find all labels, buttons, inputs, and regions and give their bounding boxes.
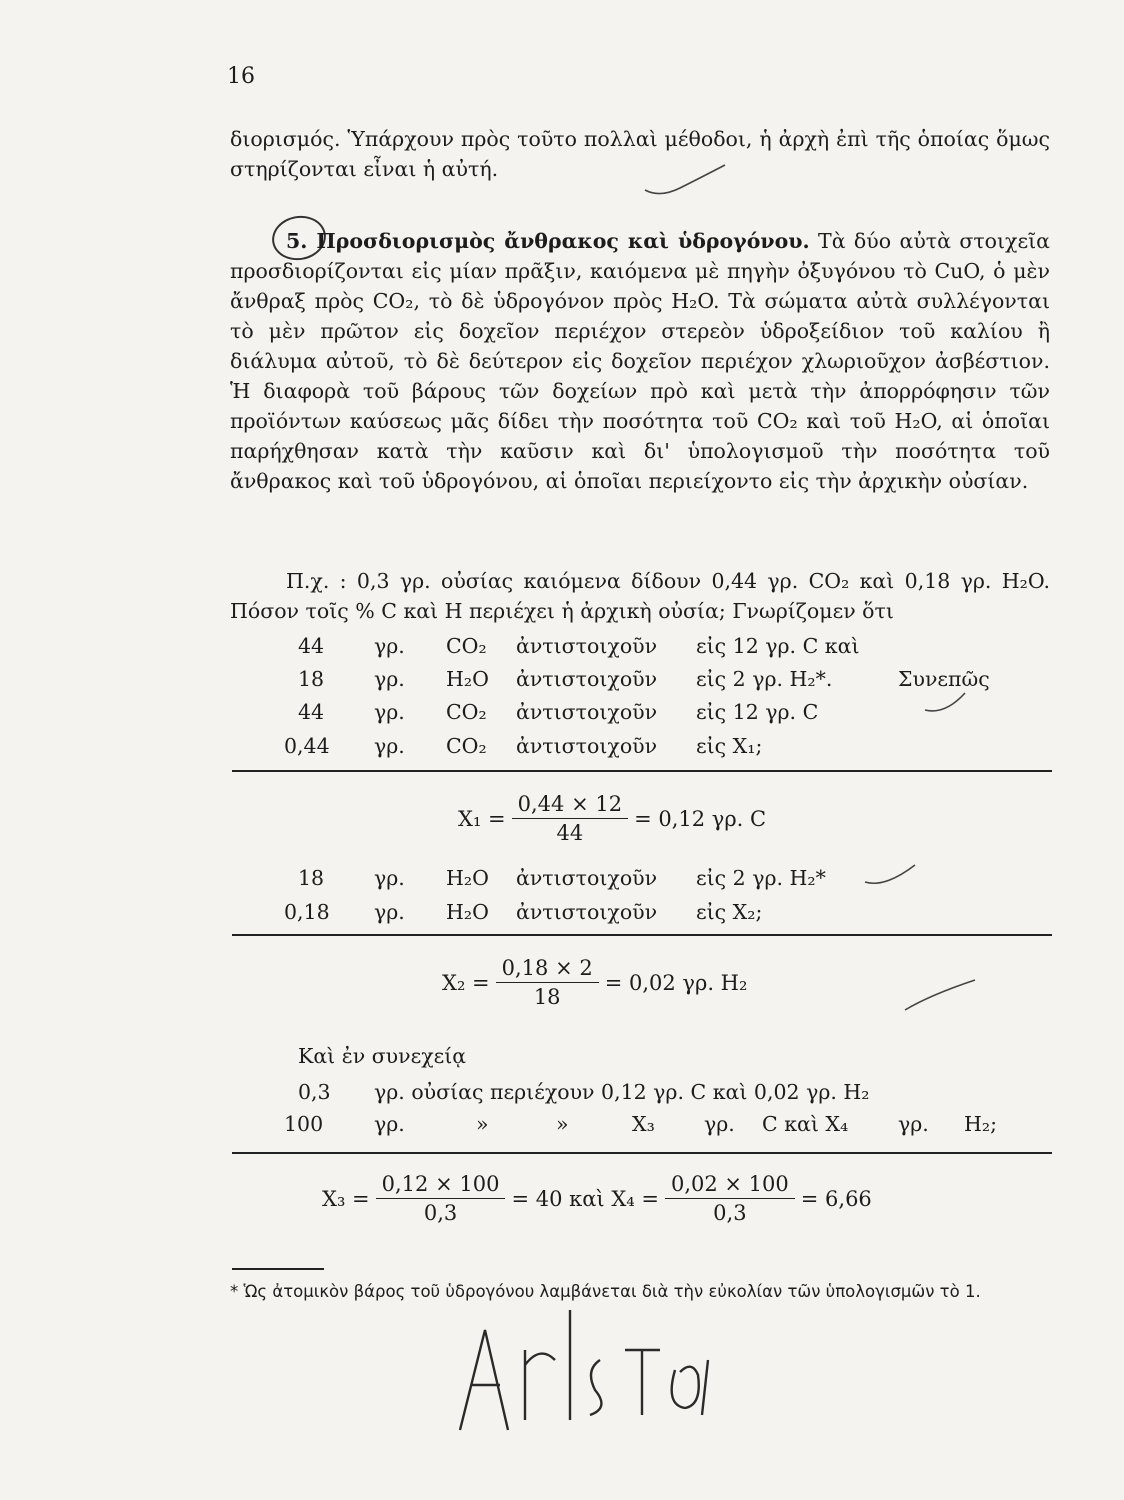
substance: CO₂ — [446, 634, 487, 658]
eq-rhs: = 6,66 — [800, 1186, 872, 1211]
result: εἰς X₁; — [696, 734, 763, 758]
divider-rule — [232, 934, 1052, 936]
amount: 18 — [298, 667, 325, 691]
verb: ἀντιστοιχοῦν — [516, 700, 658, 724]
fraction — [376, 1172, 506, 1225]
fraction — [512, 792, 628, 845]
denominator: 0,3 — [423, 1201, 458, 1225]
section-paragraph — [230, 226, 1050, 496]
result: εἰς 12 γρ. C — [696, 700, 819, 724]
pencil-tick-mark — [900, 975, 980, 1015]
substance: H₂O — [446, 866, 489, 890]
eq-lhs: X₁ = — [458, 806, 506, 831]
row-text: γρ. οὐσίας περιέχουν 0,12 γρ. C καὶ 0,02 γρ. H₂ — [374, 1080, 870, 1104]
result: εἰς 2 γρ. H₂*. — [696, 667, 833, 691]
fraction — [496, 956, 599, 1009]
unit: γρ. — [374, 634, 405, 658]
substance: H₂O — [446, 667, 489, 691]
eq-rhs: = 0,12 γρ. C — [634, 806, 767, 831]
numerator: 0,02 × 100 — [665, 1172, 795, 1199]
unit: γρ. — [374, 866, 405, 890]
denominator: 18 — [533, 985, 561, 1009]
page-number: 16 — [227, 64, 255, 89]
verb: ἀντιστοιχοῦν — [516, 866, 658, 890]
equation-x2 — [442, 956, 747, 1009]
eq-mid: = 40 καὶ X₄ = — [511, 1186, 659, 1211]
unit: γρ. — [374, 1112, 405, 1136]
consequently-word: Συνεπῶς — [898, 667, 990, 691]
denominator: 0,3 — [713, 1201, 747, 1225]
unit: γρ. — [374, 734, 405, 758]
unit: γρ. — [374, 667, 405, 691]
denominator: 44 — [556, 821, 584, 845]
amount: 0,3 — [298, 1080, 331, 1104]
substance: CO₂ — [446, 700, 487, 724]
numerator: 0,18 × 2 — [496, 956, 599, 983]
pencil-tick-mark — [920, 690, 970, 715]
unit: γρ. — [704, 1112, 735, 1136]
unknown: X₃ — [632, 1112, 655, 1136]
section-heading: 5. Προσδιορισμὸς ἄνθρακος καὶ ὑδρογόνου. — [286, 229, 810, 253]
footnote: * Ὡς ἀτομικὸν βάρος τοῦ ὑδρογόνου λαμβάνεται διὰ τὴν εὐκολίαν τῶν ὑπολογισμῶν τὸ 1. — [230, 1282, 981, 1301]
divider-rule — [232, 1152, 1052, 1154]
eq-lhs: X₂ = — [442, 970, 490, 995]
unit: γρ. — [374, 900, 405, 924]
pencil-tick-mark — [860, 860, 920, 890]
verb: ἀντιστοιχοῦν — [516, 734, 658, 758]
handwritten-grade-signature — [430, 1290, 720, 1440]
result: εἰς 12 γρ. C καὶ — [696, 634, 860, 658]
result: εἰς X₂; — [696, 900, 763, 924]
amount: 0,44 — [284, 734, 330, 758]
pencil-tick-mark — [640, 160, 730, 200]
verb: ἀντιστοιχοῦν — [516, 900, 658, 924]
amount: 100 — [284, 1112, 324, 1136]
fraction — [665, 1172, 795, 1225]
equation-x3-x4 — [322, 1172, 872, 1225]
section-text: Τὰ δύο αὐτὰ στοιχεῖα προσδιορίζονται εἰς μίαν πρᾶξιν, καιόμενα μὲ πηγὴν ὀξυγόνου τὸ CuO, ὁ μὲν ἄνθραξ πρὸς CO₂, τὸ δὲ ὑδρογόνον πρὸς H₂O. Τὰ σώματα αὐτὰ συλλέγονται τὸ μὲν πρῶτον εἰς δοχεῖον περιέχον στερεὸν ὑδροξείδιον τοῦ καλίου ἢ διάλυμα αὐτοῦ, τὸ δὲ δεύτερον εἰς δοχεῖον περιέχον χλωριοῦχον ἀσβέστιον. Ἡ διαφορὰ τοῦ βάρους τῶν δοχείων πρὸ καὶ μετὰ τὴν ἀπορρόφησιν τῶν προϊόντων καύσεως μᾶς δίδει τὴν ποσότητα τοῦ CO₂ καὶ τοῦ H₂O, αἱ ὁποῖαι παρήχθησαν κατὰ τὴν καῦσιν καὶ δι' ὑπολογισμοῦ τὴν ποσότητα τοῦ ἄνθρακος καὶ τοῦ ὑδρογόνου, αἱ ὁποῖαι περιείχοντο εἰς τὴν ἀρχικὴν οὐσίαν. — [230, 229, 1050, 493]
verb: ἀντιστοιχοῦν — [516, 634, 658, 658]
example-paragraph: Π.χ. : 0,3 γρ. οὐσίας καιόμενα δίδουν 0,44 γρ. CO₂ καὶ 0,18 γρ. H₂O. Πόσον τοῖς % C καὶ H περιέχει ἡ ἀρχικὴ οὐσία; Γνωρίζομεν ὅτι — [230, 569, 1050, 623]
footnote-rule — [232, 1268, 324, 1270]
ditto-mark: » — [476, 1112, 489, 1136]
amount: 0,18 — [284, 900, 330, 924]
ditto-mark: » — [556, 1112, 569, 1136]
numerator: 0,12 × 100 — [376, 1172, 506, 1199]
row-text: C καὶ X₄ — [762, 1112, 849, 1136]
intro-paragraph: διορισμός. Ὑπάρχουν πρὸς τοῦτο πολλαὶ μέθοδοι, ἡ ἀρχὴ ἐπὶ τῆς ὁποίας ὅμως στηρίζονται εἶναι ἡ αὐτή. — [230, 127, 1050, 181]
eq-rhs: = 0,02 γρ. H₂ — [604, 970, 748, 995]
amount: 18 — [298, 866, 325, 890]
equation-x1 — [458, 792, 766, 845]
numerator: 0,44 × 12 — [512, 792, 628, 819]
substance: H₂O — [446, 900, 489, 924]
continued-phrase: Καὶ ἐν συνεχείᾳ — [298, 1044, 467, 1068]
substance: CO₂ — [446, 734, 487, 758]
amount: 44 — [298, 634, 325, 658]
result: εἰς 2 γρ. H₂* — [696, 866, 826, 890]
divider-rule — [232, 770, 1052, 772]
verb: ἀντιστοιχοῦν — [516, 667, 658, 691]
eq-lhs: X₃ = — [322, 1186, 370, 1211]
unit: γρ. — [898, 1112, 929, 1136]
row-text: H₂; — [964, 1112, 998, 1136]
unit: γρ. — [374, 700, 405, 724]
amount: 44 — [298, 700, 325, 724]
